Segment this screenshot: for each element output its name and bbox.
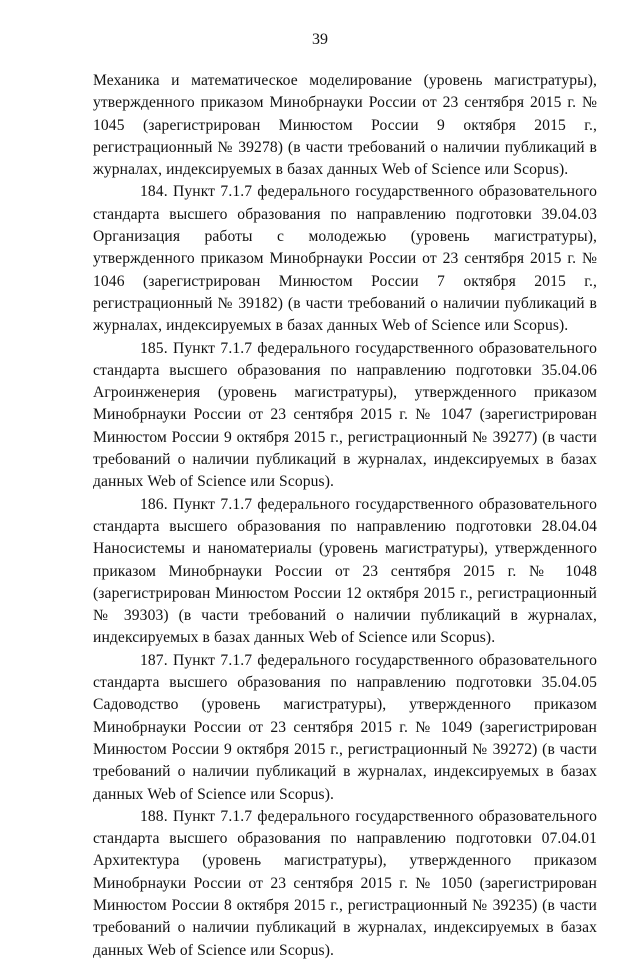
paragraph-item-187: 187. Пункт 7.1.7 федерального государственного образовательного стандарта высшего образования по направлению подготовки 35.04.05 Садоводство (уровень магистратуры), утвержденного приказом Минобрнауки России от 23 сентября 2015 г. № 1049 (зарегистрирован Минюстом России 9 октября 2015 г., регистрационный № 39272) (в части требований о наличии публикаций в журналах, индексируемых в базах данных Web of Science или Scopus). (93, 651, 597, 803)
page-number: 39 (312, 31, 328, 48)
paragraph-item-186: 186. Пункт 7.1.7 федерального государственного образовательного стандарта высшего образования по направлению подготовки 28.04.04 Наносистемы и наноматериалы (уровень магистратуры), утвержденного приказом Минобрнауки России от 23 сентября 2015 г. № 1048 (зарегистрирован Минюстом России 12 октября 2015 г., регистрационный № 39303) (в части требований о наличии публикаций в журналах, индексируемых в базах данных Web of Science или Scopus). (93, 495, 597, 647)
paragraph-item-185: 185. Пункт 7.1.7 федерального государственного образовательного стандарта высшего образования по направлению подготовки 35.04.06 Агроинженерия (уровень магистратуры), утвержденного приказом Минобрнауки России от 23 сентября 2015 г. № 1047 (зарегистрирован Минюстом России 9 октября 2015 г., регистрационный № 39277) (в части требований о наличии публикаций в журналах, индексируемых в базах данных Web of Science или Scopus). (93, 339, 597, 491)
paragraph-continuation: Механика и математическое моделирование (уровень магистратуры), утвержденного приказом Минобрнауки России от 23 сентября 2015 г. № 1045 (зарегистрирован Минюстом России 9 октября 2015 г., регистрационный № 39278) (в части требований о наличии публикаций в журналах, индексируемых в базах данных Web of Science или Scopus). (93, 72, 597, 179)
document-body (93, 70, 597, 962)
paragraph-item-188: 188. Пункт 7.1.7 федерального государственного образовательного стандарта высшего образования по направлению подготовки 07.04.01 Архитектура (уровень магистратуры), утвержденного приказом Минобрнауки России от 23 сентября 2015 г. № 1050 (зарегистрирован Минюстом России 8 октября 2015 г., регистрационный № 39235) (в части требований о наличии публикаций в журналах, индексируемых в базах данных Web of Science или Scopus). (93, 807, 597, 959)
paragraph-item-184: 184. Пункт 7.1.7 федерального государственного образовательного стандарта высшего образования по направлению подготовки 39.04.03 Организация работы с молодежью (уровень магистратуры), утвержденного приказом Минобрнауки России от 23 сентября 2015 г. № 1046 (зарегистрирован Минюстом России 7 октября 2015 г., регистрационный № 39182) (в части требований о наличии публикаций в журналах, индексируемых в базах данных Web of Science или Scopus). (93, 183, 597, 335)
